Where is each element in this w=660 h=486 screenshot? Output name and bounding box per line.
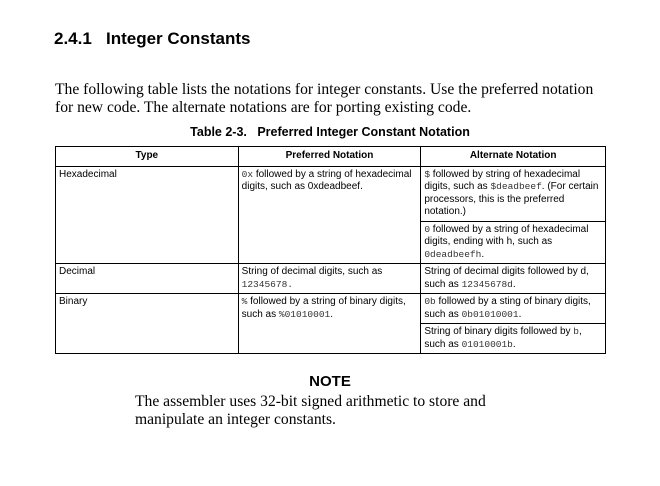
type-cell: Decimal <box>56 264 239 294</box>
alternate-cell <box>421 294 606 324</box>
notation-table <box>55 146 606 354</box>
text: . <box>518 308 522 320</box>
text: followed by a string of hexadecimal digits, such as 0xdeadbeef. <box>241 168 412 192</box>
header-alternate: Alternate Notation <box>421 147 606 167</box>
text: . <box>330 308 333 320</box>
intro-paragraph: The following table lists the notations for integer constants. Use the preferred notation for new code. The alternate notations are for porting existing code. <box>55 81 594 116</box>
table-header-row <box>56 147 606 167</box>
text: String of decimal digits followed by d, such as <box>424 266 589 290</box>
alternate-cell <box>421 221 606 264</box>
code: %01010001 <box>278 308 331 320</box>
note-text: The assembler uses 32-bit signed arithmetic to store and manipulate an integer constants. <box>135 393 486 428</box>
caption-number: Table 2-3. <box>190 125 247 139</box>
text: followed by a string of hexadecimal digits, ending with h, such as <box>424 223 589 247</box>
alternate-cell <box>421 324 606 354</box>
code: 0b01010001 <box>461 308 519 320</box>
type-cell: Hexadecimal <box>56 166 239 264</box>
code: 0x <box>241 168 254 180</box>
type-cell: Binary <box>56 294 239 354</box>
text: . <box>512 278 516 290</box>
preferred-cell <box>238 294 421 354</box>
header-preferred: Preferred Notation <box>238 147 421 167</box>
alternate-cell <box>421 264 606 294</box>
text: . <box>481 248 485 260</box>
text: followed by a string of binary digits, such as <box>241 296 406 320</box>
caption-title: Preferred Integer Constant Notation <box>257 125 470 139</box>
code: 12345678. <box>241 278 293 290</box>
preferred-cell <box>238 166 421 264</box>
code: $ <box>424 168 431 180</box>
note-title: NOTE <box>309 373 351 390</box>
text: followed by a sting of binary digits, such as <box>424 296 591 320</box>
text: String of binary digits followed by <box>424 326 574 337</box>
preferred-cell <box>238 264 421 294</box>
code: $deadbeef <box>490 181 542 192</box>
code: 12345678d <box>461 278 513 290</box>
table-caption <box>0 125 660 139</box>
code: 0 <box>424 223 431 235</box>
text: String of decimal digits, such as <box>241 266 383 277</box>
table-row <box>56 294 606 324</box>
code: 01010001b <box>461 338 513 350</box>
text: followed by string of hexadecimal digits, such as <box>424 168 581 192</box>
table-row <box>56 264 606 294</box>
code: % <box>241 296 248 307</box>
text: , such as <box>424 326 582 350</box>
section-title: Integer Constants <box>105 29 251 48</box>
code: 0b <box>424 296 436 307</box>
section-heading <box>54 29 251 49</box>
text: . (For certain processors, this is the preferred notation.) <box>424 181 599 217</box>
table-row <box>56 166 606 221</box>
code: b <box>573 326 579 337</box>
alternate-cell <box>421 166 606 221</box>
code: 0deadbeefh <box>424 248 482 260</box>
header-type: Type <box>56 147 239 167</box>
text: . <box>512 338 516 350</box>
section-number: 2.4.1 <box>54 29 92 48</box>
